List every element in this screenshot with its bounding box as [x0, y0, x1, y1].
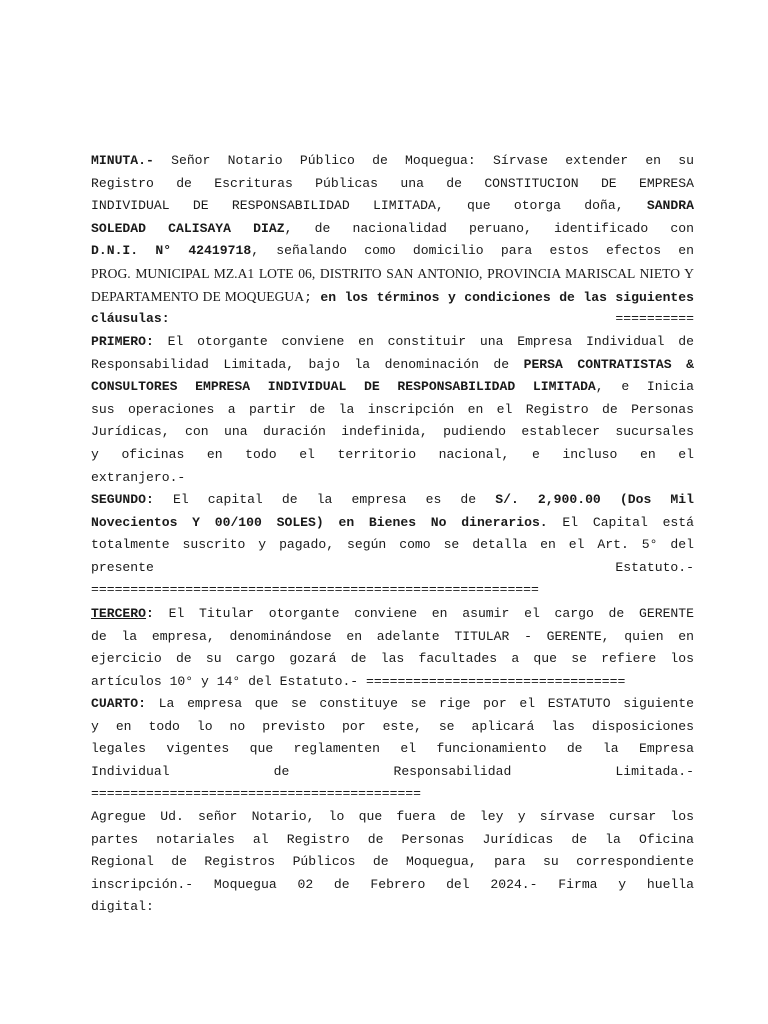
text-run: partes notariales al Registro de Personas Jurídicas de la Oficina — [91, 831, 694, 847]
bold-text: PERSA CONTRATISTAS & — [523, 356, 694, 372]
text-run: digital: — [91, 899, 154, 915]
text-run: El Titular otorgante conviene en asumir el cargo de GERENTE — [153, 606, 694, 621]
text-run: presente Estatuto.- — [91, 559, 694, 575]
text-line — [91, 421, 694, 443]
text-line — [91, 240, 694, 262]
text-run: La empresa que se constituye se rige por el ESTATUTO siguiente — [146, 696, 694, 711]
text-run: sus operaciones a partir de la inscripción en el Registro de Personas — [91, 401, 694, 417]
text-line — [91, 467, 694, 489]
bold-text: S/. 2,900.00 (Dos Mil — [495, 492, 694, 507]
bold-text: D.N.I. N° 42419718 — [91, 243, 252, 259]
text-run: Registro de Escrituras Públicas una de CONSTITUCION DE EMPRESA — [91, 175, 694, 191]
text-line — [91, 648, 694, 670]
text-run: y oficinas en todo el territorio nacional, e incluso en el — [91, 447, 694, 462]
text-line — [91, 557, 694, 579]
text-line — [91, 150, 694, 172]
text-line — [91, 308, 694, 330]
text-line — [91, 218, 694, 240]
text-line — [91, 263, 694, 285]
text-run: Señor Notario Público de Moquegua: Sírvase extender en su — [153, 153, 694, 168]
text-run: de la empresa, denominándose en adelante TITULAR - GERENTE, quien en — [91, 628, 694, 644]
text-line — [91, 874, 694, 896]
bold-text: SANDRA — [646, 198, 694, 214]
text-run: INDIVIDUAL DE RESPONSABILIDAD LIMITADA, que otorga doña, — [91, 198, 647, 214]
text-run: Agregue Ud. señor Notario, lo que fuera de ley y sírvase cursar los — [91, 809, 694, 824]
bold-text: CONSULTORES EMPRESA INDIVIDUAL DE RESPONSABILIDAD LIMITADA — [91, 379, 596, 395]
bold-text: Novecientos Y 00/100 SOLES) en Bienes No dinerarios. — [91, 514, 548, 530]
text-run: Regional de Registros Públicos de Moquegua, para su correspondiente — [91, 854, 694, 870]
text-run: , señalando como domicilio para estos efectos en — [251, 243, 695, 259]
text-run: ========== — [169, 311, 694, 327]
text-line — [91, 534, 694, 556]
text-run: totalmente suscrito y pagado, según como se detalla en el Art. 5° del — [91, 537, 694, 553]
text-line — [91, 489, 694, 511]
text-run: , de nacionalidad peruano, identificado con — [284, 220, 695, 236]
bold-text: en los términos y condiciones de las siguientes — [320, 289, 695, 305]
text-line — [91, 603, 694, 625]
text-line — [91, 851, 694, 873]
text-run: legales vigentes que reglamenten el funcionamiento de la Empresa — [91, 741, 694, 757]
text-line — [91, 829, 694, 851]
text-line — [91, 331, 694, 353]
text-line — [91, 761, 694, 783]
text-line — [91, 512, 694, 534]
text-line — [91, 806, 694, 828]
text-line — [91, 626, 694, 648]
text-run: , e Inicia — [595, 379, 694, 395]
text-run: DEPARTAMENTO DE MOQUEGUA — [91, 288, 305, 304]
text-run: El Capital está — [547, 514, 694, 530]
text-run: Responsabilidad Limitada, bajo la denominación de — [91, 356, 524, 372]
text-line — [91, 399, 694, 421]
text-line — [91, 783, 694, 805]
bold-text: SEGUNDO: — [91, 492, 154, 507]
bold-text: : — [146, 606, 154, 621]
text-line — [91, 444, 694, 466]
text-line — [91, 173, 694, 195]
text-line — [91, 671, 694, 693]
bold-text: PRIMERO: — [91, 334, 154, 349]
text-run: PROG. MUNICIPAL MZ.A1 LOTE 06, DISTRITO SAN ANTONIO, PROVINCIA MARISCAL NIETO Y — [91, 266, 694, 281]
bold-text: SOLEDAD CALISAYA DIAZ — [91, 220, 285, 236]
text-line — [91, 896, 694, 918]
text-run: El otorgante conviene en constituir una Empresa Individual de — [153, 334, 694, 349]
text-run: extranjero.- — [91, 469, 186, 485]
text-run: El capital de la empresa es de — [153, 492, 496, 507]
text-run: Individual de Responsabilidad Limitada.- — [91, 763, 694, 779]
text-run: y en todo lo no previsto por este, se aplicará las disposiciones — [91, 718, 694, 734]
bold-text: cláusulas: — [91, 311, 170, 327]
text-line — [91, 286, 694, 308]
text-run: Jurídicas, con una duración indefinida, pudiendo establecer sucursales — [91, 424, 694, 440]
bold-text: MINUTA.- — [91, 153, 154, 168]
text-run: ========================================================= — [91, 582, 539, 598]
text-run: ; — [304, 289, 321, 305]
text-run: inscripción.- Moquegua 02 de Febrero del 2024.- Firma y huella — [91, 876, 694, 892]
text-run: ========================================== — [91, 786, 422, 802]
bold-text: TERCERO — [91, 606, 147, 621]
text-line — [91, 376, 694, 398]
text-line — [91, 738, 694, 760]
text-line — [91, 195, 694, 217]
text-run: artículos 10° y 14° del Estatuto.- ================================= — [91, 673, 626, 689]
text-line — [91, 354, 694, 376]
text-line — [91, 579, 694, 601]
text-run: ejercicio de su cargo gozará de las facultades a que se refiere los — [91, 651, 694, 667]
bold-text: CUARTO: — [91, 696, 147, 711]
text-line — [91, 693, 694, 715]
text-line — [91, 716, 694, 738]
